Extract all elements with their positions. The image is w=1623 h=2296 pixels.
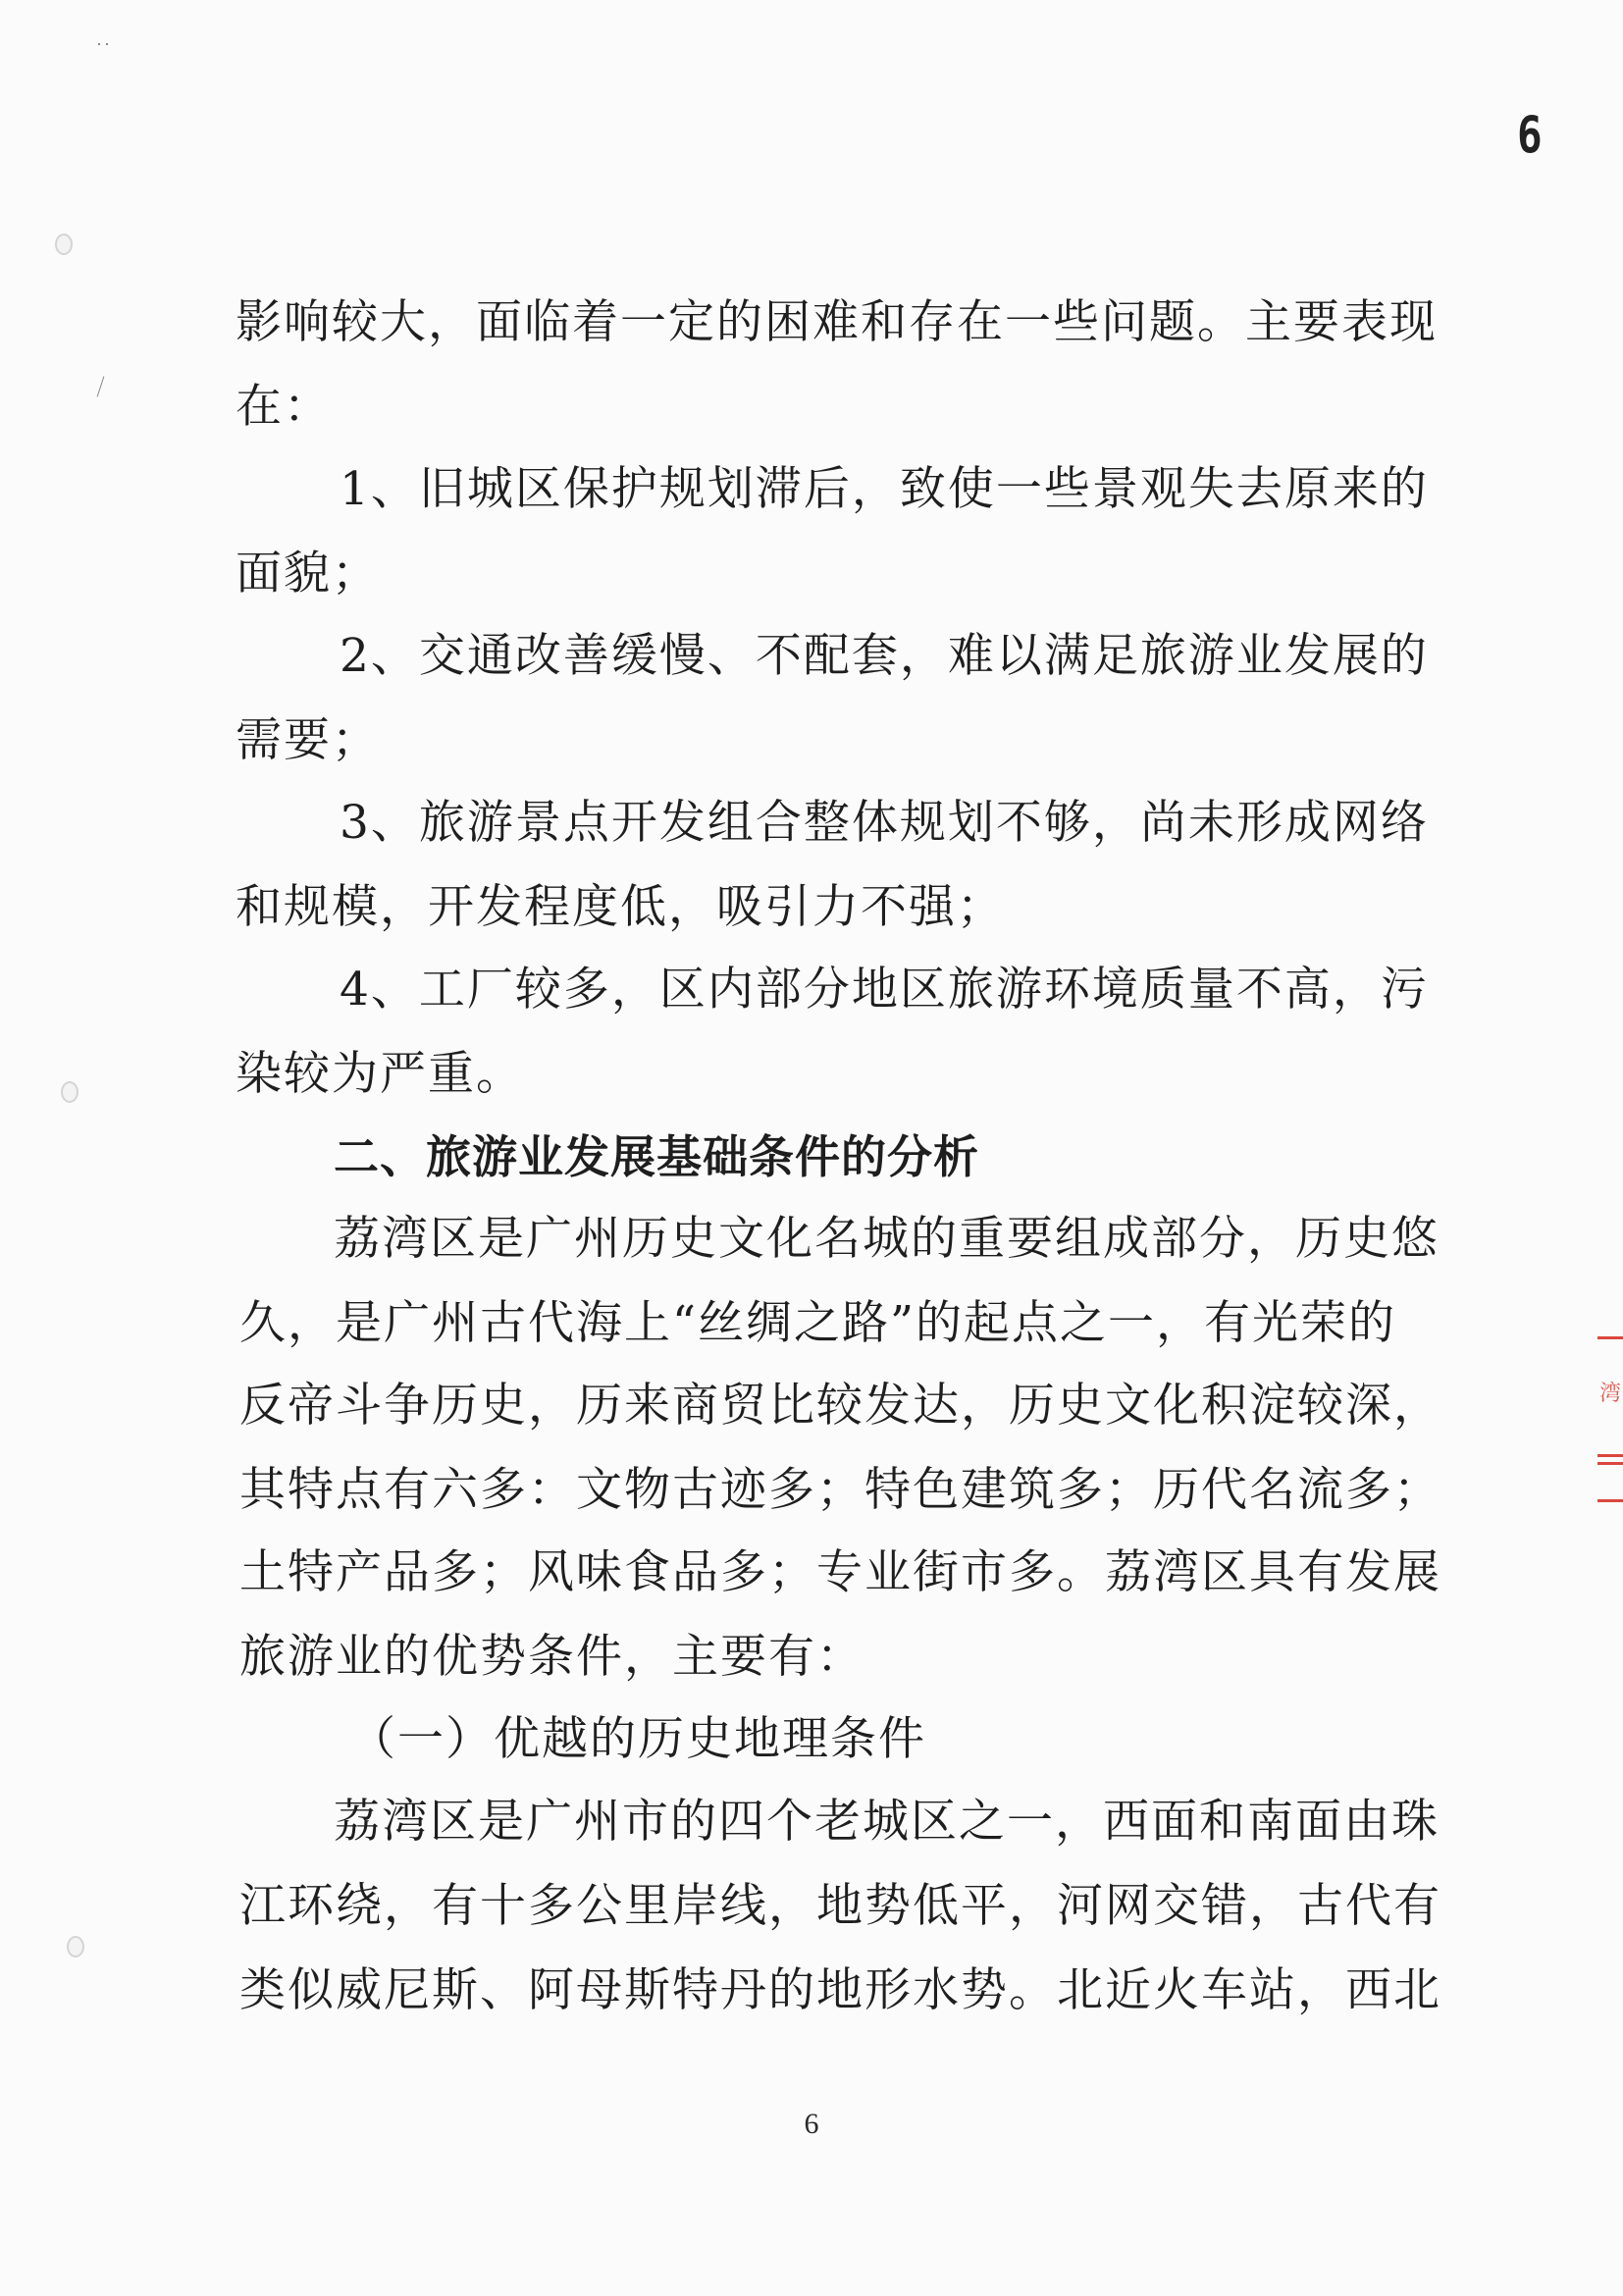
body-line: 和规模，开发程度低，吸引力不强； [236, 880, 1005, 934]
body-line: 荔湾区是广州历史文化名城的重要组成部分，历史悠 [334, 1212, 1440, 1266]
body-line: 土特产品多；风味食品多；专业街市多。荔湾区具有发展 [239, 1545, 1441, 1599]
body-line: 需要； [236, 713, 380, 767]
body-line: 染较为严重。 [236, 1047, 524, 1101]
stamp-text: 湾 [1599, 1382, 1622, 1406]
page-number-bottom: 6 [804, 2108, 819, 2140]
punch-hole [55, 234, 73, 255]
body-line: 2、交通改善缓慢、不配套，难以满足旅游业发展的 [340, 629, 1429, 683]
body-line: 在： [236, 380, 332, 434]
body-line: 3、旅游景点开发组合整体规划不够，尚未形成网络 [340, 796, 1429, 850]
scan-mark [98, 43, 100, 45]
seal-stamp [1592, 1336, 1623, 1503]
body-line: 影响较大，面临着一定的困难和存在一些问题。主要表现 [236, 295, 1438, 349]
body-line: 类似威尼斯、阿母斯特丹的地形水势。北近火车站，西北 [239, 1963, 1441, 2017]
punch-hole [67, 1936, 84, 1957]
body-line: 江环绕，有十多公里岸线，地势低平，河网交错，古代有 [239, 1879, 1441, 1933]
body-line: 面貌； [236, 547, 380, 600]
body-line: 久，是广州古代海上“丝绸之路”的起点之一，有光荣的 [239, 1296, 1397, 1350]
subsection-heading: （一）优越的历史地理条件 [349, 1712, 926, 1766]
page-number-top: 6 [1517, 106, 1543, 165]
scan-mark [97, 376, 105, 396]
body-line: 荔湾区是广州市的四个老城区之一，西面和南面由珠 [334, 1795, 1440, 1849]
body-line: 4、工厂较多，区内部分地区旅游环境质量不高，污 [340, 963, 1429, 1017]
body-line: 反帝斗争历史，历来商贸比较发达，历史文化积淀较深， [239, 1379, 1441, 1433]
body-line: 旅游业的优势条件，主要有： [239, 1630, 864, 1684]
section-heading: 二、旅游业发展基础条件的分析 [334, 1130, 979, 1183]
scan-mark [106, 43, 108, 45]
body-line: 其特点有六多：文物古迹多；特色建筑多；历代名流多； [239, 1463, 1441, 1517]
body-line: 1、旧城区保护规划滞后，致使一些景观失去原来的 [340, 462, 1429, 516]
punch-hole [61, 1081, 79, 1103]
